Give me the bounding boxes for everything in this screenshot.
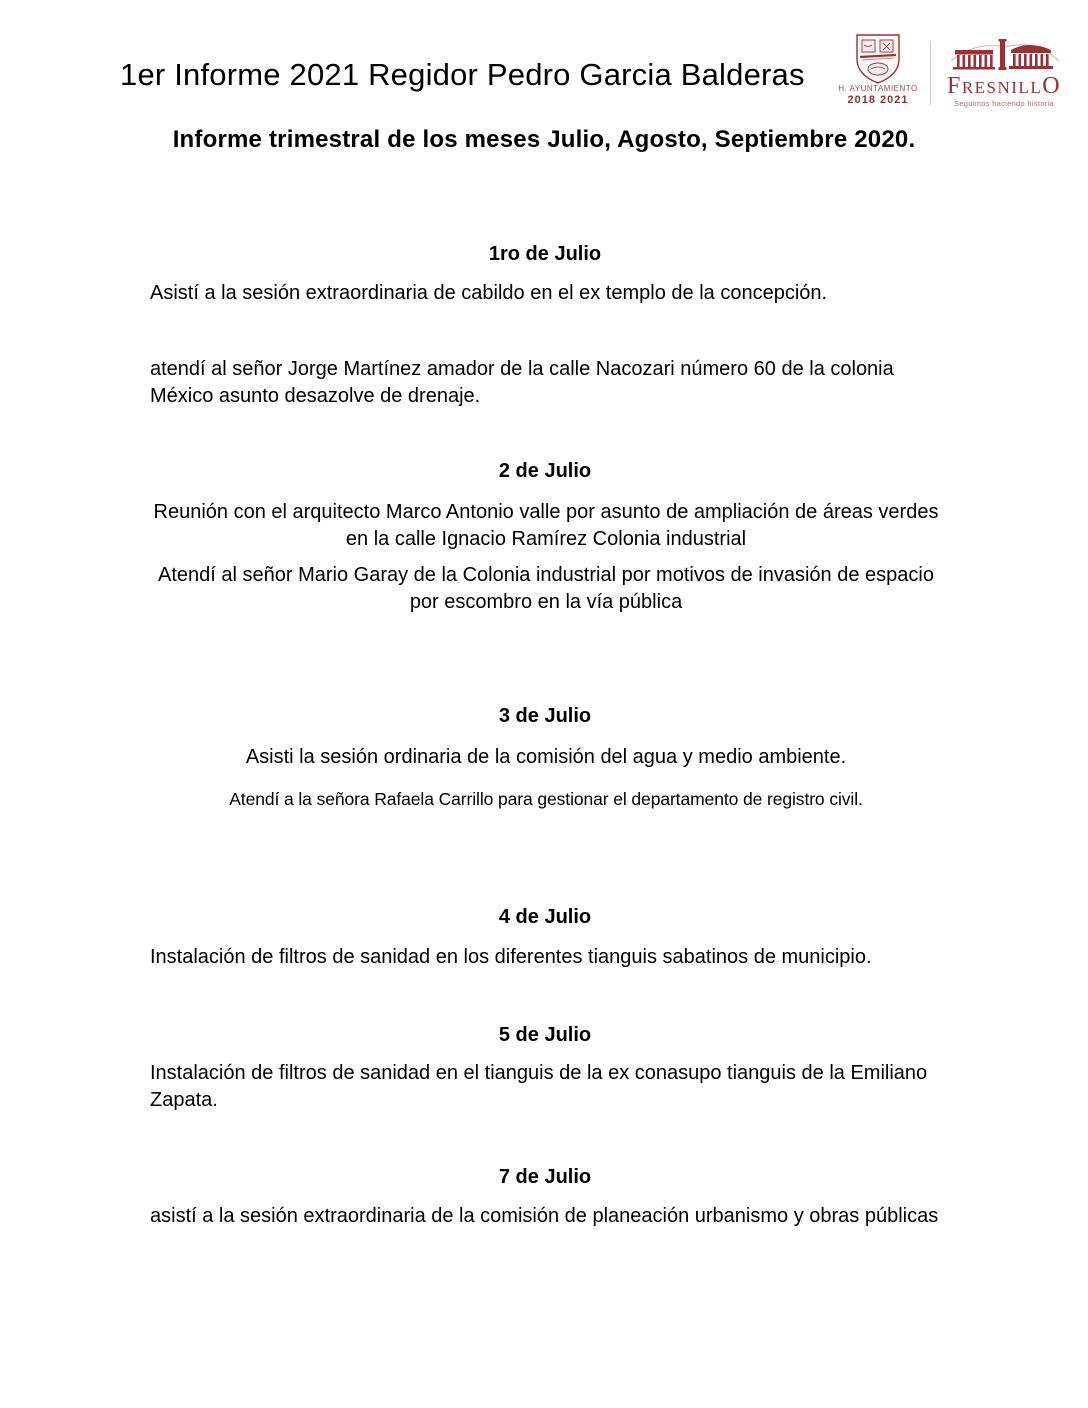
paragraph: Instalación de filtros de sanidad en el tianguis de la ex conasupo tianguis de la Emiliano Zapata.: [150, 1062, 928, 1111]
report-subtitle: Informe trimestral de los meses Julio, Agosto, Septiembre 2020.: [172, 126, 916, 153]
section-heading-1ro-julio: 1ro de Julio: [488, 243, 602, 265]
fresnillo-monument-icon: [940, 37, 1068, 75]
section-heading-4-julio: 4 de Julio: [498, 906, 592, 928]
paragraph: Reunión con el arquitecto Marco Antonio valle por asunto de ampliación de áreas verdes en la calle Ignacio Ramírez Colonia industrial: [153, 501, 939, 550]
header-logos: [838, 33, 1068, 117]
crest-caption: H. AYUNTAMIENTO: [838, 84, 918, 93]
paragraph: Asistí a la sesión extraordinaria de cabildo en el ex templo de la concepción.: [150, 282, 828, 304]
paragraph: Instalación de filtros de sanidad en los diferentes tianguis sabatinos de municipio.: [150, 946, 872, 968]
fresnillo-tagline: Seguimos haciendo historia: [954, 99, 1054, 108]
paragraph: Atendí a la señora Rafaela Carrillo para gestionar el departamento de registro civil.: [229, 789, 863, 809]
section-heading-3-julio: 3 de Julio: [498, 705, 592, 727]
wordmark-middle: RESNILL: [961, 78, 1043, 97]
shield-crest-icon: [838, 33, 918, 85]
paragraph: Asisti la sesión ordinaria de la comisión del agua y medio ambiente.: [245, 746, 847, 768]
section-heading-7-julio: 7 de Julio: [498, 1166, 592, 1188]
page-title: 1er Informe 2021 Regidor Pedro Garcia Balderas: [120, 57, 805, 92]
wordmark-final: O: [1042, 73, 1062, 99]
paragraph: atendí al señor Jorge Martínez amador de la calle Nacozari número 60 de la colonia México asunto desazolve de drenaje.: [150, 358, 894, 407]
paragraph: asistí a la sesión extraordinaria de la comisión de planeación urbanismo y obras públicas: [150, 1205, 939, 1227]
section-heading-5-julio: 5 de Julio: [498, 1024, 592, 1046]
section-heading-2-julio: 2 de Julio: [498, 460, 592, 482]
logo-divider: [930, 41, 931, 105]
crest-years: 2018 2021: [847, 93, 909, 106]
municipal-crest-logo: [838, 33, 918, 106]
paragraph: Atendí al señor Mario Garay de la Colonia industrial por motivos de invasión de espacio por escombro en la vía pública: [158, 564, 934, 613]
fresnillo-logo: [940, 37, 1068, 108]
wordmark-initial: F: [946, 73, 962, 99]
fresnillo-wordmark: [940, 74, 1068, 98]
